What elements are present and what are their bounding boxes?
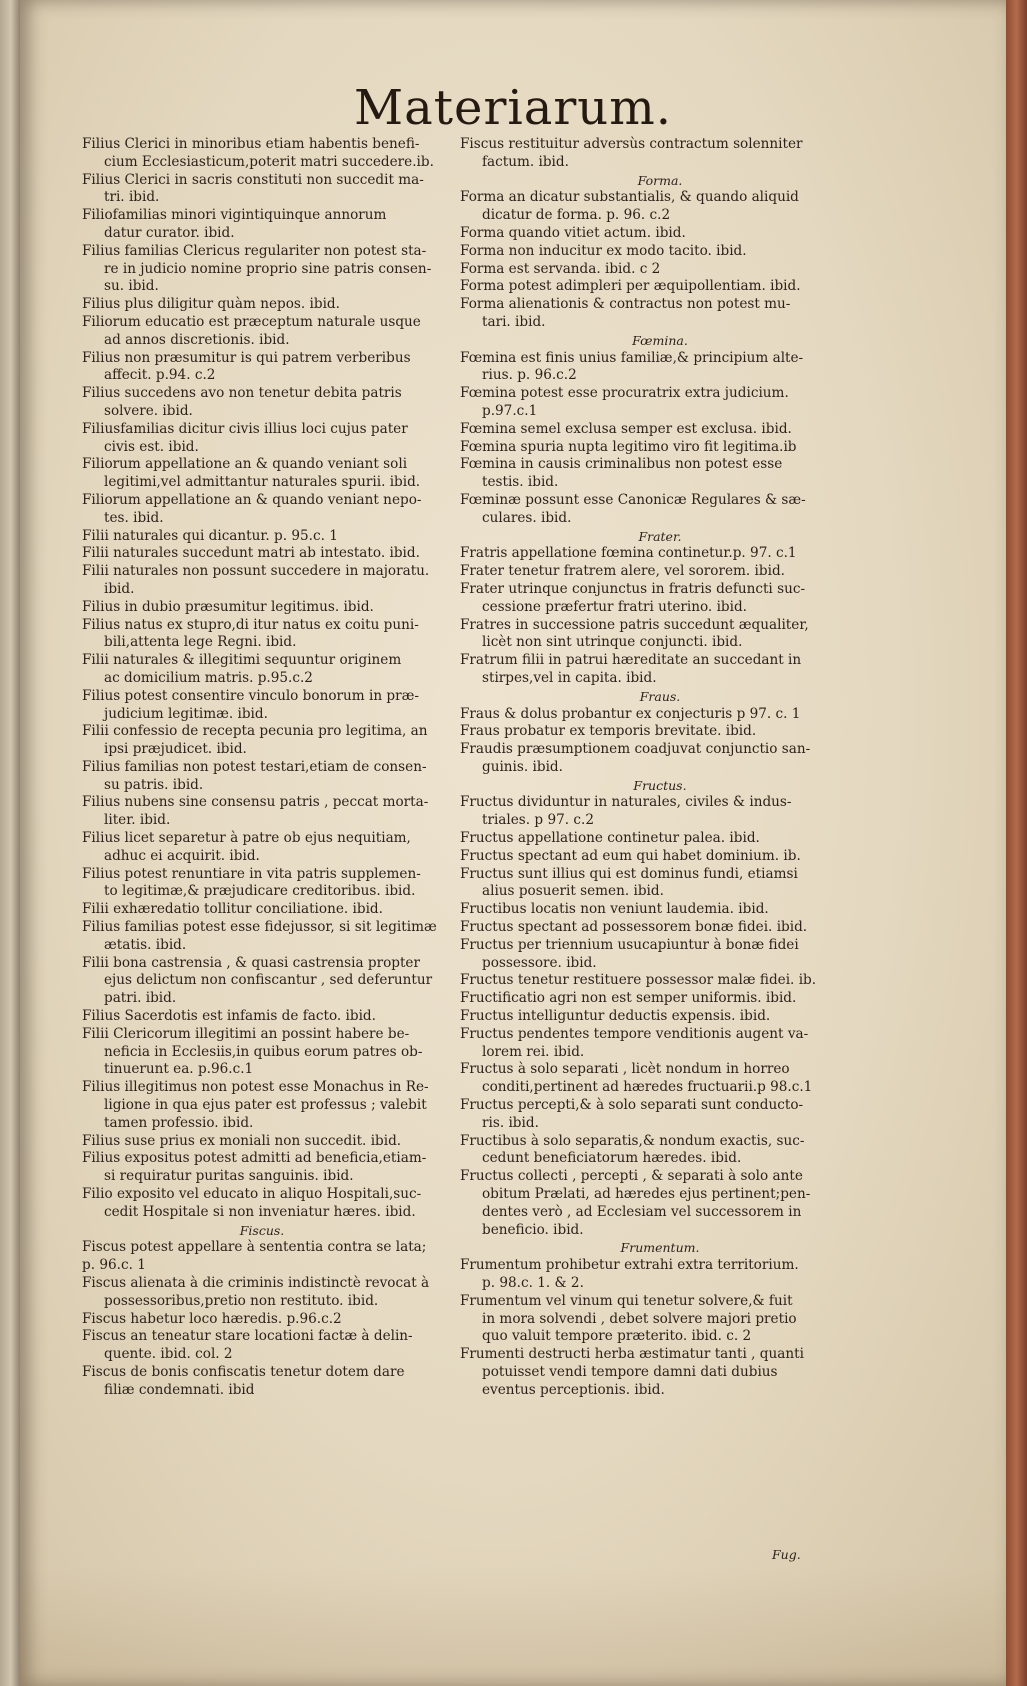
index-line: Fructus à solo separati , licèt nondum in horreo xyxy=(460,1061,790,1078)
index-line: si requiratur puritas sanguinis. ibid. xyxy=(104,1168,354,1185)
section-heading: Fiscus. xyxy=(239,1222,285,1238)
index-line: licèt non sint utrinque conjuncti. ibid. xyxy=(482,634,743,651)
index-line: Filiofamilias minori vigintiquinque annorum xyxy=(82,207,387,224)
index-line: patri. ibid. xyxy=(104,990,177,1007)
index-line: Fraus probatur ex temporis brevitate. ibid. xyxy=(460,723,757,740)
index-line: Filius Clerici in minoribus etiam habentis benefi- xyxy=(82,136,420,152)
index-line: tri. ibid. xyxy=(104,189,160,206)
index-line: Fructibus à solo separatis,& nondum exactis, suc- xyxy=(460,1132,805,1149)
index-line: Filius familias potest esse fidejussor, si sit legitimæ xyxy=(82,919,437,936)
index-line: Fructificatio agri non est semper uniformis. ibid. xyxy=(460,990,797,1007)
index-line: Filius suse prius ex moniali non succedit. ibid. xyxy=(82,1132,402,1149)
index-line: Frumenti destructi herba æstimatur tanti , quanti xyxy=(460,1346,804,1363)
index-line: Fratrum filii in patrui hæreditate an succedant in xyxy=(460,652,802,669)
index-line: ac domicilium matris. p.95.c.2 xyxy=(104,669,313,686)
index-line: Filius Clerici in sacris constituti non succedit ma- xyxy=(82,171,424,188)
index-line: filiæ condemnati. ibid xyxy=(104,1381,255,1398)
index-line: Frater utrinque conjunctus in fratris defuncti suc- xyxy=(460,580,806,597)
index-line: Forma alienationis & contractus non potest mu- xyxy=(460,296,791,313)
index-line: Fœmina in causis criminalibus non potest esse xyxy=(460,456,783,473)
index-line: cedunt beneficiatorum hæredes. ibid. xyxy=(482,1150,742,1167)
index-line: quo valuit tempore præterito. ibid. c. 2 xyxy=(482,1328,752,1345)
index-line: dentes verò , ad Ecclesiam vel successorem in xyxy=(482,1203,802,1220)
index-line: Fiscus alienata à die criminis indistinctè revocat à xyxy=(82,1275,430,1291)
index-line: Filiorum appellatione an & quando veniant soli xyxy=(82,456,408,473)
index-line: Filius potest renuntiare in vita patris supplemen- xyxy=(82,865,421,882)
index-line: Fiscus restituitur adversùs contractum solenniter xyxy=(460,136,803,152)
index-line: Forma an dicatur substantialis, & quando aliquid xyxy=(460,189,799,206)
index-line: Fructus appellatione continetur palea. ibid. xyxy=(460,830,760,847)
index-line: Frumentum vel vinum qui tenetur solvere,& fuit xyxy=(460,1292,793,1309)
index-line: Forma non inducitur ex modo tacito. ibid. xyxy=(460,242,747,259)
left-column xyxy=(82,136,442,1400)
index-line: Fructus pendentes tempore venditionis augent va- xyxy=(460,1025,809,1042)
index-line: Forma est servanda. ibid. c 2 xyxy=(460,260,661,277)
index-line: quente. ibid. col. 2 xyxy=(104,1346,233,1363)
index-line: datur curator. ibid. xyxy=(104,224,235,241)
index-line: tinuerunt ea. p.96.c.1 xyxy=(104,1061,254,1078)
index-line: guinis. ibid. xyxy=(482,758,563,775)
index-line: affecit. p.94. c.2 xyxy=(104,367,216,384)
index-line: Filius licet separetur à patre ob ejus nequitiam, xyxy=(82,830,411,847)
index-line: Fiscus de bonis confiscatis tenetur dotem dare xyxy=(82,1363,405,1380)
index-line: Filii bona castrensia , & quasi castrensia propter xyxy=(82,954,420,971)
index-line: culares. ibid. xyxy=(482,509,572,526)
index-line: Fœminæ possunt esse Canonicæ Regulares & sæ- xyxy=(460,491,806,508)
section-heading: Fœmina. xyxy=(632,332,688,348)
index-line: judicium legitimæ. ibid. xyxy=(104,705,268,722)
index-line: Filiusfamilias dicitur civis illius loci cujus pater xyxy=(82,420,408,437)
index-line: Filius non præsumitur is qui patrem verberibus xyxy=(82,349,411,366)
index-line: Fructus intelliguntur deductis expensis. ibid. xyxy=(460,1008,771,1025)
index-line: solvere. ibid. xyxy=(104,402,193,419)
index-line: in mora solvendi , debet solvere majori pretio xyxy=(482,1310,797,1327)
index-line: testis. ibid. xyxy=(482,474,559,491)
index-line: Fraus & dolus probantur ex conjecturis p 97. c. 1 xyxy=(460,705,801,722)
index-line: Fratris appellatione fœmina continetur.p. 97. c.1 xyxy=(460,545,797,562)
index-line: Filio exposito vel educato in aliquo Hospitali,suc- xyxy=(82,1186,422,1203)
index-line: Filiorum appellatione an & quando veniant nepo- xyxy=(82,491,422,508)
index-line: Filius expositus potest admitti ad beneficia,etiam- xyxy=(82,1150,427,1167)
index-line: Fructibus locatis non veniunt laudemia. ibid. xyxy=(460,901,769,918)
index-line: Filius illegitimus non potest esse Monachus in Re- xyxy=(82,1079,429,1096)
index-line: Filii exhæredatio tollitur conciliatione. ibid. xyxy=(82,901,383,918)
index-line: liter. ibid. xyxy=(104,812,171,829)
index-line: Fructus spectant ad possessorem bonæ fidei. ibid. xyxy=(460,919,808,936)
index-line: su patris. ibid. xyxy=(104,776,204,793)
index-line: Fructus dividuntur in naturales, civiles & indus- xyxy=(460,794,792,811)
index-line: Fructus per triennium usucapiuntur à bonæ fidei xyxy=(460,936,799,953)
index-line: bili,attenta lege Regni. ibid. xyxy=(104,634,297,651)
index-line: dicatur de forma. p. 96. c.2 xyxy=(482,207,671,224)
index-line: triales. p 97. c.2 xyxy=(482,812,594,829)
index-line: Filii naturales qui dicantur. p. 95.c. 1 xyxy=(82,527,338,544)
index-line: factum. ibid. xyxy=(482,153,569,170)
index-line: tari. ibid. xyxy=(482,313,546,330)
index-line: legitimi,vel admittantur naturales spurii. ibid. xyxy=(104,474,421,491)
index-line: ibid. xyxy=(104,580,135,597)
index-line: Fœmina spuria nupta legitimo viro fit legitima.ib xyxy=(460,438,797,455)
index-line: Filius familias non potest testari,etiam de consen- xyxy=(82,758,427,775)
index-line: cedit Hospitale si non inveniatur hæres. ibid. xyxy=(104,1203,416,1220)
index-line: cium Ecclesiasticum,poterit matri succedere.ib. xyxy=(104,153,434,170)
paper-stain xyxy=(20,1566,1006,1686)
index-line: Fructus sunt illius qui est dominus fundi, etiamsi xyxy=(460,865,798,882)
index-line: neficia in Ecclesiis,in quibus eorum patres ob- xyxy=(104,1043,423,1060)
index-line: Filius in dubio præsumitur legitimus. ibid. xyxy=(82,598,374,615)
index-line: Filius succedens avo non tenetur debita patris xyxy=(82,385,402,402)
index-line: Filii naturales & illegitimi sequuntur originem xyxy=(82,652,402,669)
index-line: cessione præfertur fratri uterino. ibid. xyxy=(482,598,747,615)
index-line: su. ibid. xyxy=(104,278,159,295)
index-line: obitum Prælati, ad hæredes ejus pertinent;pen- xyxy=(482,1186,811,1203)
index-line: ejus delictum non confiscantur , sed deferuntur xyxy=(104,972,433,989)
index-line: Fiscus potest appellare à sententia contra se lata; xyxy=(82,1239,427,1256)
index-line: Filii Clericorum illegitimi an possint habere be- xyxy=(82,1025,410,1042)
section-heading: Fructus. xyxy=(633,777,687,793)
index-line: ris. ibid. xyxy=(482,1114,539,1131)
page-paper xyxy=(20,0,1006,1686)
index-line: tes. ibid. xyxy=(104,509,164,526)
index-line: conditi,pertinent ad hæredes fructuarii.p 98.c.1 xyxy=(482,1079,813,1096)
index-line: Forma potest adimpleri per æquipollentiam. ibid. xyxy=(460,278,801,295)
index-line: eventus perceptionis. ibid. xyxy=(482,1381,665,1398)
index-line: Fœmina potest esse procuratrix extra judicium. xyxy=(460,385,789,402)
index-line: Frumentum prohibetur extrahi extra territorium. xyxy=(460,1257,799,1274)
index-line: Filius nubens sine consensu patris , peccat morta- xyxy=(82,794,429,811)
index-line: potuisset vendi tempore damni dati dubius xyxy=(482,1363,778,1380)
index-line: ligione in qua ejus pater est professus ; valebit xyxy=(104,1097,427,1114)
index-line: Filius potest consentire vinculo bonorum in præ- xyxy=(82,687,419,704)
index-line: Fructus percepti,& à solo separati sunt conducto- xyxy=(460,1097,804,1114)
index-line: p.97.c.1 xyxy=(482,402,538,419)
index-line: ad annos discretionis. ibid. xyxy=(104,331,290,348)
index-line: Filiorum educatio est præceptum naturale usque xyxy=(82,313,421,330)
index-line: possessore. ibid. xyxy=(482,954,597,971)
index-line: Filius plus diligitur quàm nepos. ibid. xyxy=(82,296,340,313)
section-heading: Frater. xyxy=(638,528,682,544)
index-line: p. 96.c. 1 xyxy=(82,1257,146,1274)
index-line: p. 98.c. 1. & 2. xyxy=(482,1275,584,1291)
index-line: stirpes,vel in capita. ibid. xyxy=(482,669,657,686)
catchword: Fug. xyxy=(772,1547,801,1562)
index-line: Forma quando vitiet actum. ibid. xyxy=(460,224,686,241)
index-line: to legitimæ,& præjudicare creditoribus. ibid. xyxy=(104,883,416,900)
index-line: Frater tenetur fratrem alere, vel sororem. ibid. xyxy=(460,563,785,580)
index-line: Fructus tenetur restituere possessor malæ fidei. ib. xyxy=(460,972,817,989)
index-line: possessoribus,pretio non restituto. ibid. xyxy=(104,1292,379,1309)
index-line: Filius Sacerdotis est infamis de facto. ibid. xyxy=(82,1008,376,1025)
index-line: Fœmina est finis unius familiæ,& principium alte- xyxy=(460,349,804,366)
index-line: Filii confessio de recepta pecunia pro legitima, an xyxy=(82,723,428,740)
book-edge xyxy=(1006,0,1027,1686)
index-line: ætatis. ibid. xyxy=(104,936,187,953)
index-line: Fratres in successione patris succedunt æqualiter, xyxy=(460,616,809,633)
index-line: re in judicio nomine proprio sine patris consen- xyxy=(104,260,432,277)
section-heading: Frumentum. xyxy=(620,1240,700,1256)
index-line: ipsi præjudicet. ibid. xyxy=(104,741,247,758)
previous-page-edge xyxy=(0,0,20,1686)
index-line: Fructus collecti , percepti , & separati à solo ante xyxy=(460,1168,803,1185)
section-heading: Forma. xyxy=(637,172,683,188)
index-line: adhuc ei acquirit. ibid. xyxy=(104,847,260,864)
index-line: beneficio. ibid. xyxy=(482,1221,584,1238)
index-line: lorem rei. ibid. xyxy=(482,1043,585,1060)
index-line: Fœmina semel exclusa semper est exclusa. ibid. xyxy=(460,420,792,437)
index-line: rius. p. 96.c.2 xyxy=(482,367,577,384)
index-line: civis est. ibid. xyxy=(104,438,199,455)
index-line: Fraudis præsumptionem coadjuvat conjunctio san- xyxy=(460,741,811,758)
page-heading: Materiarum. xyxy=(353,80,672,136)
index-line: tamen professio. ibid. xyxy=(104,1114,254,1131)
index-line: Filius natus ex stupro,di itur natus ex coitu puni- xyxy=(82,616,419,633)
index-line: Filii naturales succedunt matri ab intestato. ibid. xyxy=(82,545,420,562)
section-heading: Fraus. xyxy=(639,688,681,704)
index-line: Fiscus habetur loco hæredis. p.96.c.2 xyxy=(82,1310,342,1327)
index-line: Fructus spectant ad eum qui habet dominium. ib. xyxy=(460,847,801,864)
right-column xyxy=(460,136,860,1400)
index-line: Filii naturales non possunt succedere in majoratu. xyxy=(82,563,430,580)
index-line: Filius familias Clericus regulariter non potest sta- xyxy=(82,242,427,259)
index-line: alius posuerit semen. ibid. xyxy=(482,883,664,900)
index-line: Fiscus an teneatur stare locationi factæ à delin- xyxy=(82,1328,413,1345)
